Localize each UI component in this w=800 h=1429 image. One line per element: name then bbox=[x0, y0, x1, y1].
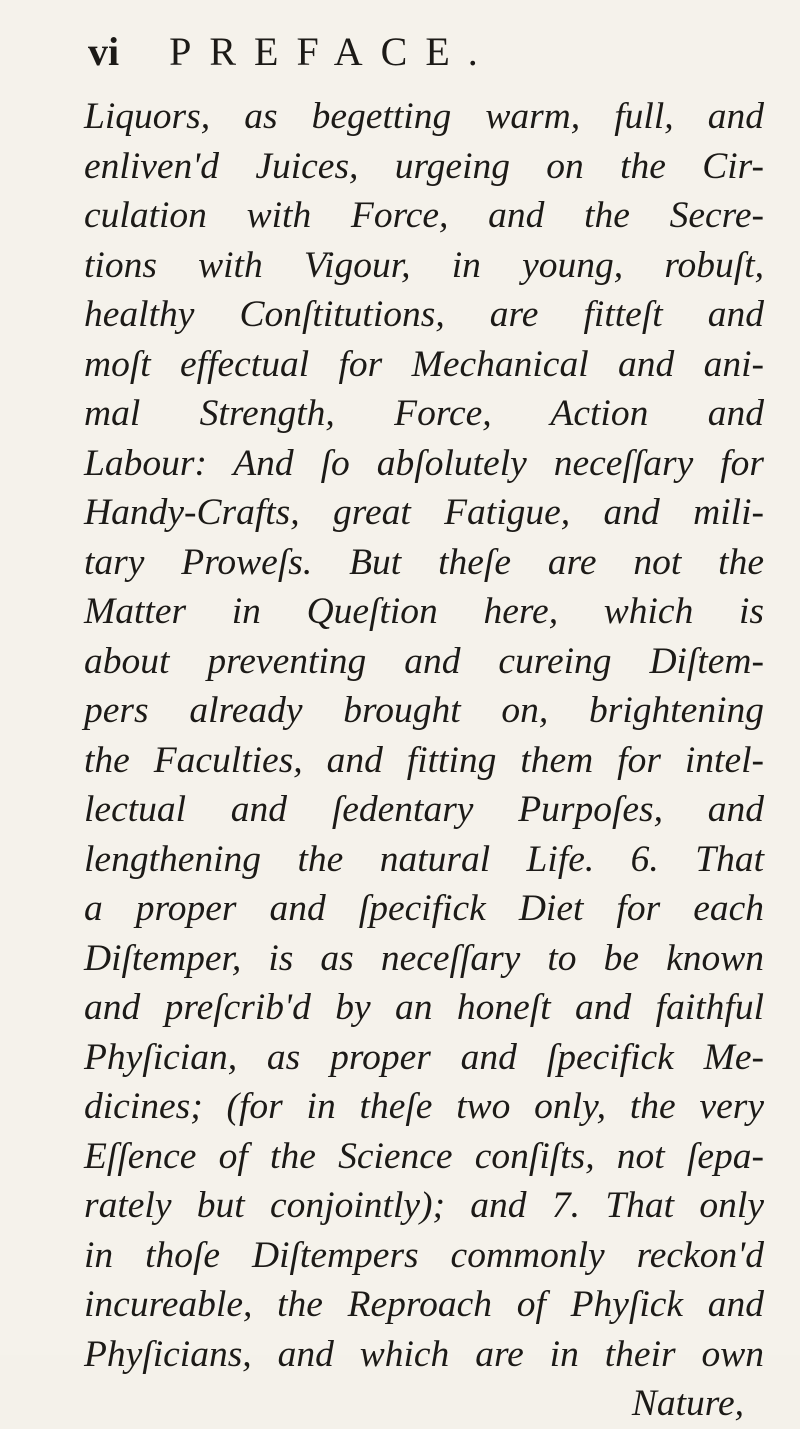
text-line: Eſſence of the Science conſiſts, not ſepa- bbox=[84, 1135, 764, 1177]
text-line: Handy-Crafts, great Fatigue, and mili- bbox=[84, 492, 764, 533]
text-line: lengthening the natural Life. 6. That bbox=[84, 838, 764, 880]
text-line: moſt effectual for Mechanical and ani- bbox=[84, 343, 764, 385]
text-line: healthy Conſtitutions, are fitteſt and bbox=[84, 294, 764, 335]
text-line: and preſcrib'd by an honeſt and faithful bbox=[84, 987, 764, 1028]
text-line: in thoſe Diſtempers commonly reckon'd bbox=[84, 1234, 764, 1276]
text-line: rately but conjointly); and 7. That only bbox=[84, 1185, 764, 1226]
text-line: pers already brought on, brightening bbox=[84, 690, 764, 731]
text-line: Matter in Queſtion here, which is bbox=[84, 591, 764, 632]
text-line: tions with Vigour, in young, robuſt, bbox=[84, 244, 764, 286]
text-line: tary Proweſs. But theſe are not the bbox=[84, 541, 764, 583]
page-header bbox=[88, 28, 748, 88]
text-line: about preventing and cureing Diſtem- bbox=[84, 640, 764, 682]
text-line: Diſtemper, is as neceſſary to be known bbox=[84, 937, 764, 979]
text-line: Labour: And ſo abſolutely neceſſary for bbox=[84, 442, 764, 484]
text-line: mal Strength, Force, Action and bbox=[84, 393, 764, 434]
text-line: dicines; (for in theſe two only, the very bbox=[84, 1086, 764, 1127]
text-line: Phyſician, as proper and ſpecifick Me- bbox=[84, 1036, 764, 1078]
text-line: a proper and ſpecifick Diet for each bbox=[84, 888, 764, 929]
running-title: PREFACE. bbox=[169, 29, 496, 74]
text-line: enliven'd Juices, urgeing on the Cir- bbox=[84, 145, 764, 187]
text-line: incureable, the Reproach of Phyſick and bbox=[84, 1284, 764, 1325]
page-number: vi bbox=[88, 29, 120, 74]
text-line: culation with Force, and the Secre- bbox=[84, 195, 764, 236]
catchword: Nature, bbox=[631, 1383, 744, 1424]
text-line: Liquors, as begetting warm, full, and bbox=[84, 96, 764, 137]
text-line: Phyſicians, and which are in their own bbox=[84, 1333, 764, 1375]
body-text bbox=[84, 92, 764, 1429]
text-line: the Faculties, and fitting them for intel- bbox=[84, 739, 764, 781]
text-line: lectual and ſedentary Purpoſes, and bbox=[84, 789, 764, 830]
